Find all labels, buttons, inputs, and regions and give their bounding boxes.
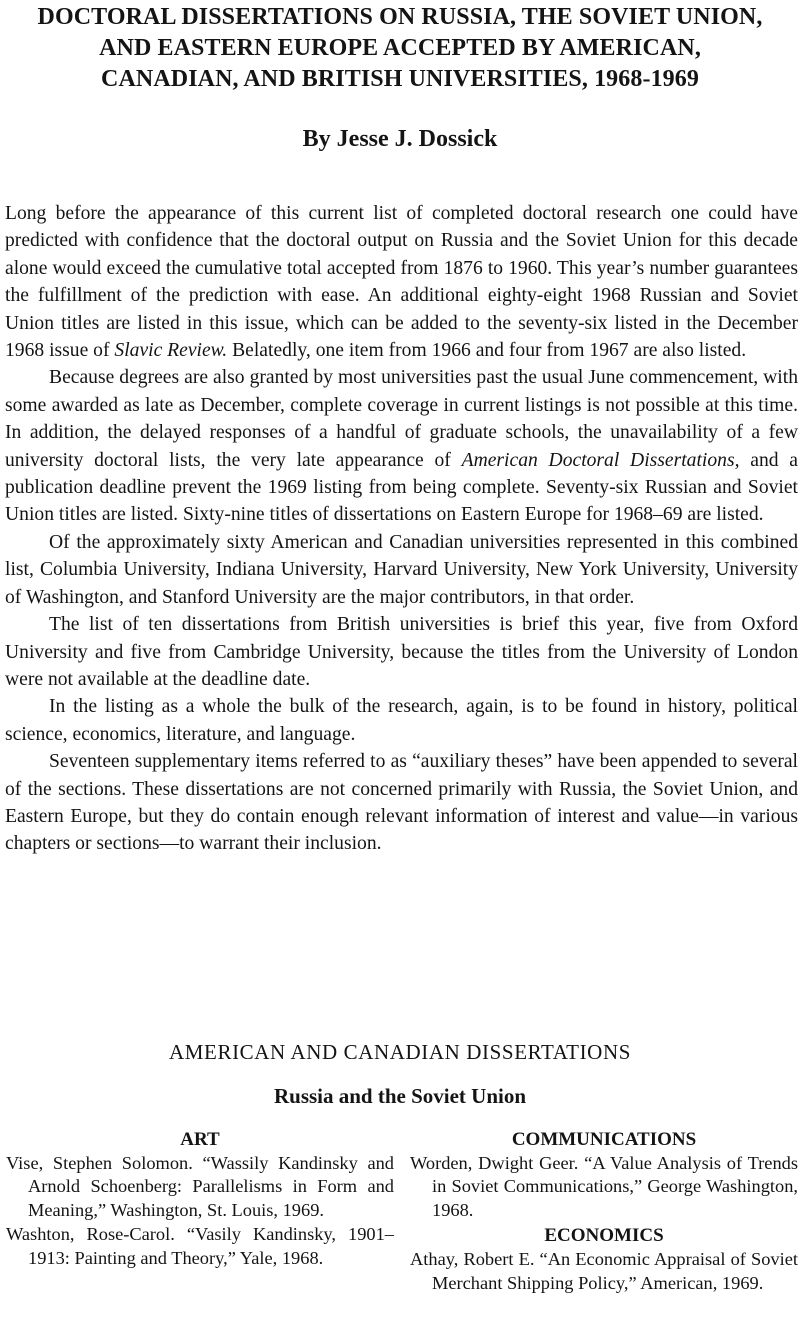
intro-paragraph-3: Of the approximately sixty American and Canadian universities represented in this combined list, Columbia University, Indiana University, Harvard University, New York University, University of Washington, and Stanford University are the major contributors, in that order. (5, 531, 798, 608)
intro-paragraph-2 (5, 364, 798, 528)
intro-paragraph-5: In the listing as a whole the bulk of the research, again, is to be found in history, political science, economics, literature, and language. (5, 696, 798, 745)
section-heading: AMERICAN AND CANADIAN DISSERTATIONS (169, 1040, 631, 1064)
category-heading-communications: COMMUNICATIONS (511, 1129, 697, 1150)
introduction (5, 200, 798, 858)
dissertation-entry: Vise, Stephen Solomon. “Wassily Kandinsky and Arnold Schoenberg: Parallelisms in Form and Meaning,” Washington, St. Louis, 1969. (6, 1153, 394, 1220)
intro-paragraph-6: Seventeen supplementary items referred to as “auxiliary theses” have been appended to several of the sections. These dissertations are not concerned primarily with Russia, the Soviet Union, and Eastern Europe, but they do contain enough relevant information of interest and value—in various chapters or sections—to warrant their inclusion. (5, 751, 798, 855)
intro-paragraph-4: The list of ten dissertations from British universities is brief this year, five from Oxford University and five from Cambridge University, because the titles from the University of London were not available at the deadline date. (5, 614, 798, 690)
category-heading-art: ART (180, 1129, 220, 1150)
author-byline: By Jesse J. Dossick (302, 126, 498, 152)
subsection-heading: Russia and the Soviet Union (273, 1084, 527, 1108)
intro-p1-text-a: Long before the appearance of this current list of completed doctoral research one could have predicted with confidence that the doctoral output on Russia and the Soviet Union for this decade alone would exceed the cumulative total accepted from 1876 to 1960. This year’s number guarantees the fulfillment of the prediction with ease. An additional eighty-eight 1968 Russian and Soviet Union titles are listed in this issue, which can be added to the seventy-six listed in the December 1968 issue of (5, 203, 798, 362)
dissertation-entry: Athay, Robert E. “An Economic Appraisal of Soviet Merchant Shipping Policy,” American, 1969. (410, 1249, 798, 1293)
intro-p2-text-b: and a publication deadline prevent the 1969 listing from being complete. Seventy-six Russian and Soviet Union titles are listed. Sixty-nine titles of dissertations on Eastern Europe for 1968–69 are listed. (5, 449, 798, 526)
dissertation-entry: Worden, Dwight Geer. “A Value Analysis of Trends in Soviet Communications,” George Washington, 1968. (410, 1153, 798, 1220)
intro-p2-text-a: Because degrees are also granted by most universities past the usual June commencement, with some awarded as late as December, complete coverage in current listings is not possible at this time. In addition, the delayed responses of a handful of graduate schools, the unavailability of a few university doctoral lists, the very late appearance of (5, 367, 798, 471)
listing-column-left (6, 1128, 394, 1270)
dissertation-entry: Washton, Rose-Carol. “Vasily Kandinsky, 1901–1913: Painting and Theory,” Yale, 1968. (6, 1224, 394, 1268)
listing-column-right (410, 1128, 798, 1295)
intro-p1-text-b: Belatedly, one item from 1966 and four from 1967 are also listed. (227, 340, 747, 362)
publication-title: American Doctoral Dissertations, (461, 449, 740, 471)
article-title (20, 2, 780, 95)
title-line-2: AND EASTERN EUROPE ACCEPTED BY AMERICAN, (99, 35, 701, 61)
category-heading-economics: ECONOMICS (544, 1225, 664, 1247)
journal-title: Slavic Review. (114, 340, 228, 362)
title-line-1: DOCTORAL DISSERTATIONS ON RUSSIA, THE SOVIET UNION, (37, 4, 763, 30)
intro-paragraph-1 (5, 200, 798, 364)
title-line-3: CANADIAN, AND BRITISH UNIVERSITIES, 1968-1969 (101, 66, 699, 92)
